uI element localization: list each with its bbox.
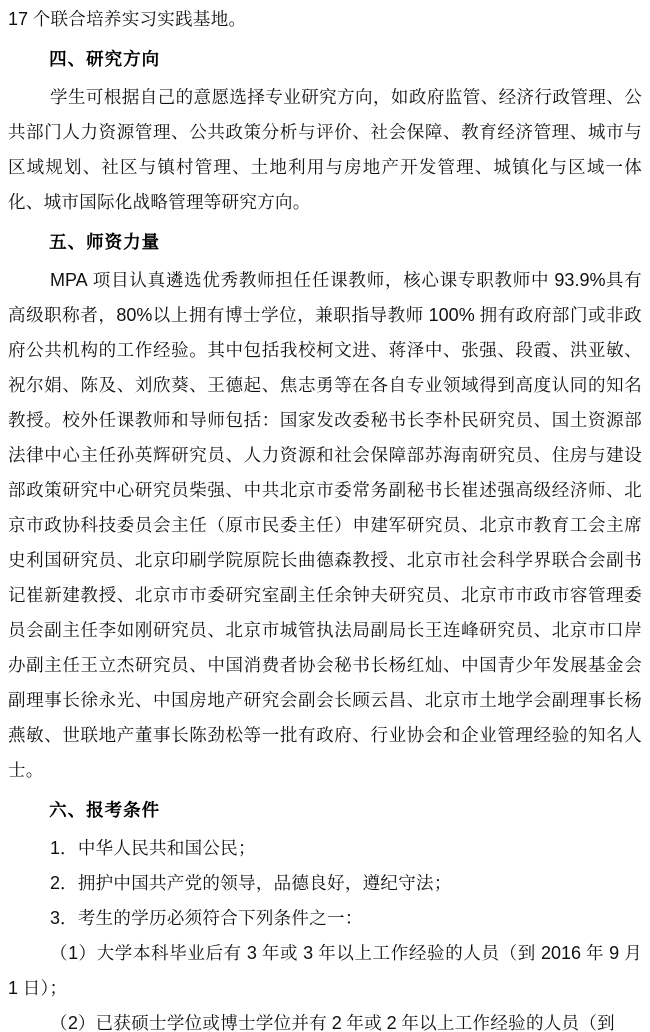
paragraph-faculty: MPA 项目认真遴选优秀教师担任任课教师，核心课专职教师中 93.9%具有高级职称者，80%以上拥有博士学位，兼职指导教师 100% 拥有政府部门或非政府公共机构的工作经验。其中包括我校柯文进、蒋泽中、张强、段霞、洪亚敏、祝尔娟、陈及、刘欣葵、王德起、焦志勇等在各自专业领域得到高度认同的知名教授。校外任课教师和导师包括：国家发改委秘书长李朴民研究员、国土资源部法律中心主任孙英辉研究员、人力资源和社会保障部苏海南研究员、住房与建设部政策研究中心研究员柴强、中共北京市委常务副秘书长崔述强高级经济师、北京市政协科技委员会主任（原市民委主任）申建军研究员、北京市教育工会主席史利国研究员、北京印刷学院原院长曲德森教授、北京市社会科学界联合会副书记崔新建教授、北京市市委研究室副主任余钟夫研究员、北京市市政市容管理委员会副主任李如刚研究员、北京市城管执法局副局长王连峰研究员、北京市口岸办副主任王立杰研究员、中国消费者协会秘书长杨红灿、中国青少年发展基金会副理事长徐永光、中国房地产研究会副会长顾云昌、北京市土地学会副理事长杨燕敏、世联地产董事长陈劲松等一批有政府、行业协会和企业管理经验的知名人士。: [8, 270, 642, 780]
requirement-item-3-sub-1: （1）大学本科毕业后有 3 年或 3 年以上工作经验的人员（到 2016 年 9 月 1 日）；: [8, 943, 643, 998]
requirement-item-3: 3．考生的学历必须符合下列条件之一：: [50, 908, 363, 928]
paragraph-research-directions: 学生可根据自己的意愿选择专业研究方向，如政府监管、经济行政管理、公共部门人力资源管理、公共政策分析与评价、社会保障、教育经济管理、城市与区域规划、社区与镇村管理、土地利用与房地产开发管理、城镇化与区域一体化、城市国际化战略管理等研究方向。: [8, 87, 642, 212]
requirement-item-3-sub-2: （2）已获硕士学位或博士学位并有 2 年或 2 年以上工作经验的人员（到: [50, 1013, 615, 1032]
requirement-item-1: 1．中华人民共和国公民；: [50, 838, 256, 858]
paragraph-continuation: 17 个联合培养实习实践基地。: [8, 9, 247, 29]
section-heading-faculty: 五、师资力量: [49, 232, 161, 252]
section-heading-application-requirements: 六、报考条件: [49, 800, 161, 820]
section-heading-research-directions: 四、研究方向: [49, 49, 161, 69]
requirement-item-2: 2．拥护中国共产党的领导，品德良好，遵纪守法；: [50, 873, 452, 893]
